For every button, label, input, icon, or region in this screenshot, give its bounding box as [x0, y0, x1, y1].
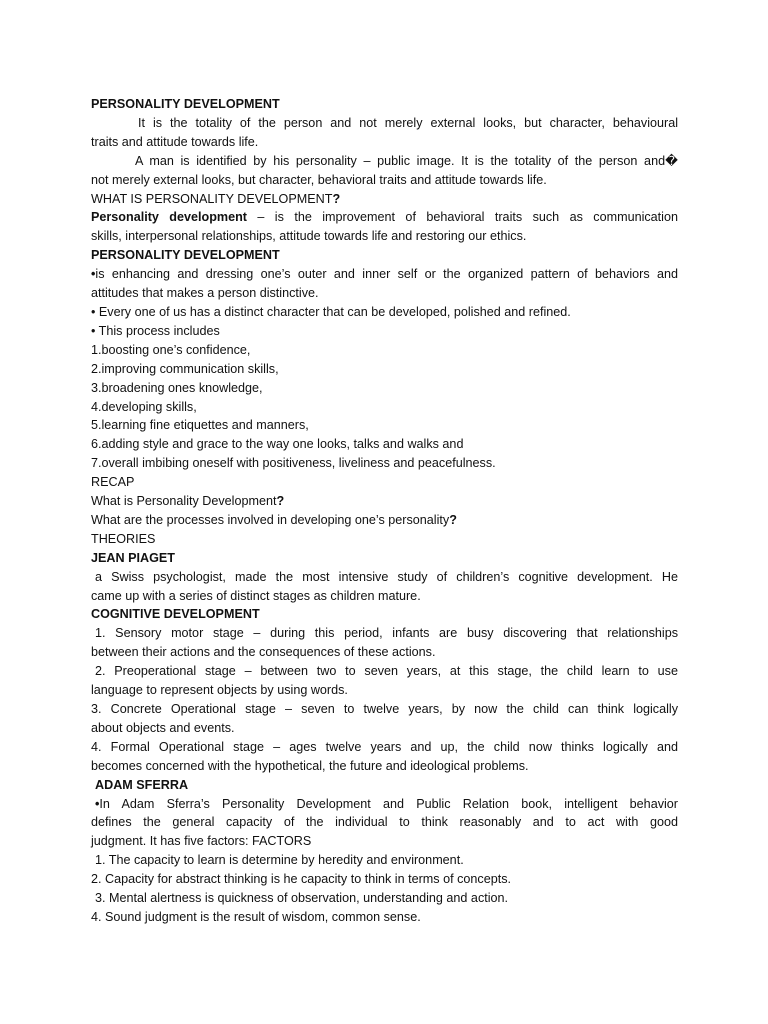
piaget-line-2: came up with a series of distinct stages as children mature. — [91, 588, 421, 603]
cognitive-development-heading: COGNITIVE DEVELOPMENT — [91, 607, 260, 622]
document-title: PERSONALITY DEVELOPMENT — [91, 97, 280, 111]
question-heading — [91, 190, 678, 209]
piaget-heading: JEAN PIAGET — [91, 550, 175, 565]
factor-item: 3. Mental alertness is quickness of observation, understanding and action. — [95, 891, 509, 906]
definition-text: – is the improvement of behavioral traits such as communication — [246, 210, 678, 225]
process-item: 2.improving communication skills, — [91, 361, 279, 376]
bullet-1-line-1 — [91, 265, 678, 284]
factor-item: 4. Sound judgment is the result of wisdom, common sense. — [91, 909, 421, 924]
process-item: 6.adding style and grace to the way one looks, talks and walks and — [91, 437, 464, 452]
recap-question-2 — [91, 511, 678, 530]
recap-label: RECAP — [91, 475, 135, 490]
piaget-line-1: a Swiss psychologist, made the most intensive study of children’s cognitive development. He — [95, 569, 678, 584]
stage-1-line-2: between their actions and the consequences of these actions. — [91, 645, 436, 660]
recap-question-2-text: What are the processes involved in developing one’s personality — [91, 512, 450, 527]
factor-item: 1. The capacity to learn is determine by heredity and environment. — [95, 853, 464, 868]
bullet-3: • This process includes — [91, 323, 220, 338]
factor-item: 2. Capacity for abstract thinking is he capacity to think in terms of concepts. — [91, 872, 511, 887]
stage-2-line-1: 2. Preoperational stage – between two to seven years, at this stage, the child learn to use — [95, 664, 678, 679]
intro-paragraph-2-line-1: A man is identified by his personality – public image. It is the totality of the person and� — [135, 153, 678, 168]
stage-4-line-1: 4. Formal Operational stage – ages twelve years and up, the child now thinks logically and — [91, 739, 678, 754]
question-mark: ? — [449, 512, 457, 527]
definition-line-1 — [91, 208, 678, 227]
stage-4-line-2: becomes concerned with the hypothetical, the future and ideological problems. — [91, 758, 529, 773]
sferra-line-3: judgment. It has five factors: FACTORS — [91, 834, 312, 849]
question-mark: ? — [332, 191, 341, 206]
definition-term: Personality development — [91, 210, 247, 225]
question-mark: ? — [276, 494, 285, 509]
intro-paragraph-1-line-2: traits and attitude towards life. — [91, 134, 259, 149]
sferra-line-2: defines the general capacity of the individual to think reasonably and to act with good — [91, 815, 678, 830]
process-item: 3.broadening ones knowledge, — [91, 380, 263, 395]
definition-line-2: skills, interpersonal relationships, attitude towards life and restoring our ethics. — [91, 229, 527, 244]
document-body — [91, 95, 678, 927]
section-heading-personality-development: PERSONALITY DEVELOPMENT — [91, 248, 280, 263]
question-heading-text: WHAT IS PERSONALITY DEVELOPMENT — [91, 191, 333, 206]
process-item: 5.learning fine etiquettes and manners, — [91, 418, 309, 433]
bullet-2: • Every one of us has a distinct character that can be developed, polished and refined. — [91, 304, 571, 319]
intro-paragraph-1-line-1: It is the totality of the person and not merely external looks, but character, behavioural — [138, 115, 678, 130]
process-item: 4.developing skills, — [91, 399, 197, 414]
recap-question-1 — [91, 492, 678, 511]
stage-1-line-1: 1. Sensory motor stage – during this period, infants are busy discovering that relationships — [95, 626, 678, 641]
sferra-line-1 — [91, 795, 678, 814]
stage-3-line-1: 3. Concrete Operational stage – seven to twelve years, by now the child can think logically — [91, 702, 678, 716]
bullet-mark: • — [95, 796, 100, 811]
recap-question-1-text: What is Personality Development — [91, 494, 277, 509]
theories-label: THEORIES — [91, 531, 156, 546]
sferra-heading: ADAM SFERRA — [95, 777, 189, 792]
stage-2-line-2: language to represent objects by using words. — [91, 683, 348, 698]
bullet-mark: • — [91, 267, 96, 282]
bullet-1-text: is enhancing and dressing one’s outer and inner self or the organized pattern of behaviors and — [95, 267, 678, 282]
stage-3-line-2: about objects and events. — [91, 720, 235, 735]
process-item: 1.boosting one’s confidence, — [91, 342, 251, 357]
bullet-1-line-2: attitudes that makes a person distinctive. — [91, 286, 319, 301]
process-item: 7.overall imbibing oneself with positiveness, liveliness and peacefulness. — [91, 456, 496, 471]
intro-paragraph-2-line-2: not merely external looks, but character, behavioral traits and attitude towards life. — [91, 172, 547, 187]
sferra-line-1-text: In Adam Sferra’s Personality Development and Public Relation book, intelligent behavior — [99, 796, 678, 811]
